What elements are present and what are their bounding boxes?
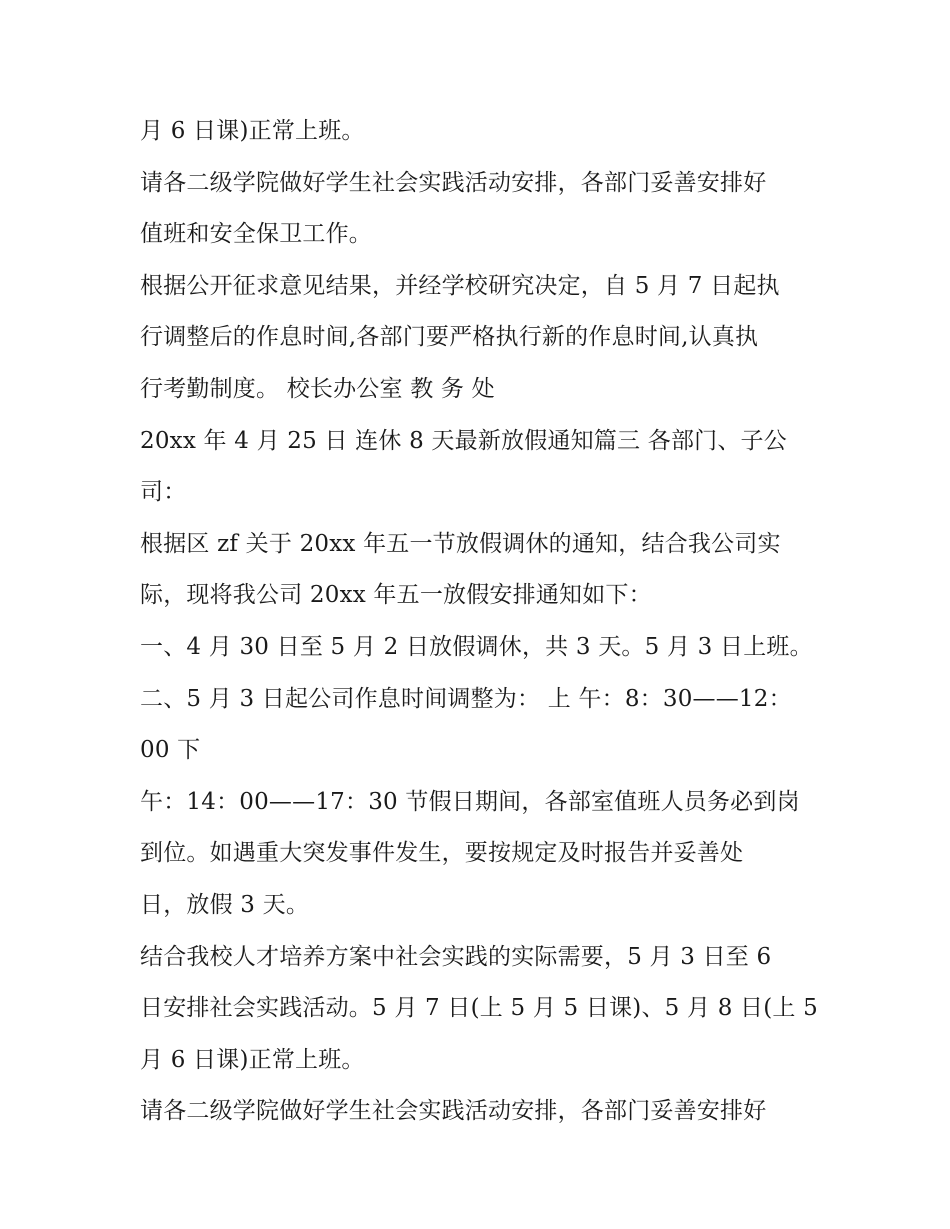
text-line: 到位。如遇重大突发事件发生，要按规定及时报告并妥善处 (140, 840, 744, 867)
text-line: 月 6 日课)正常上班。 (140, 1046, 365, 1073)
text-line: 20xx 年 4 月 25 日 连休 8 天最新放假通知篇三 各部门、子公 (140, 427, 787, 454)
text-line: 日，放假 3 天。 (140, 891, 310, 918)
text-line: 一、4 月 30 日至 5 月 2 日放假调休，共 3 天。5 月 3 日上班。 (140, 633, 813, 660)
text-line: 根据公开征求意见结果，并经学校研究决定，自 5 月 7 日起执 (140, 272, 780, 299)
text-line: 根据区 zf 关于 20xx 年五一节放假调休的通知，结合我公司实 (140, 530, 781, 557)
text-line: 值班和安全保卫工作。 (140, 221, 372, 248)
text-line: 行调整后的作息时间,各部门要严格执行新的作息时间,认真执 (140, 324, 759, 351)
text-line: 司： (140, 479, 187, 506)
text-line: 二、5 月 3 日起公司作息时间调整为： 上 午：8：30——12： (140, 685, 792, 712)
document-body (140, 106, 820, 1138)
text-line: 日安排社会实践活动。5 月 7 日(上 5 月 5 日课)、5 月 8 日(上 5 (140, 995, 818, 1022)
text-line: 行考勤制度。 校长办公室 教 务 处 (140, 375, 495, 402)
text-line: 月 6 日课)正常上班。 (140, 118, 365, 144)
text-line: 结合我校人才培养方案中社会实践的实际需要，5 月 3 日至 6 (140, 943, 772, 970)
text-line: 00 下 (140, 737, 201, 764)
text-line: 请各二级学院做好学生社会实践活动安排，各部门妥善安排好 (140, 1098, 767, 1125)
text-line: 际，现将我公司 20xx 年五一放假安排通知如下： (140, 582, 652, 609)
text-line: 午：14：00——17：30 节假日期间，各部室值班人员务必到岗 (140, 788, 800, 815)
text-line: 请各二级学院做好学生社会实践活动安排，各部门妥善安排好 (140, 169, 767, 196)
